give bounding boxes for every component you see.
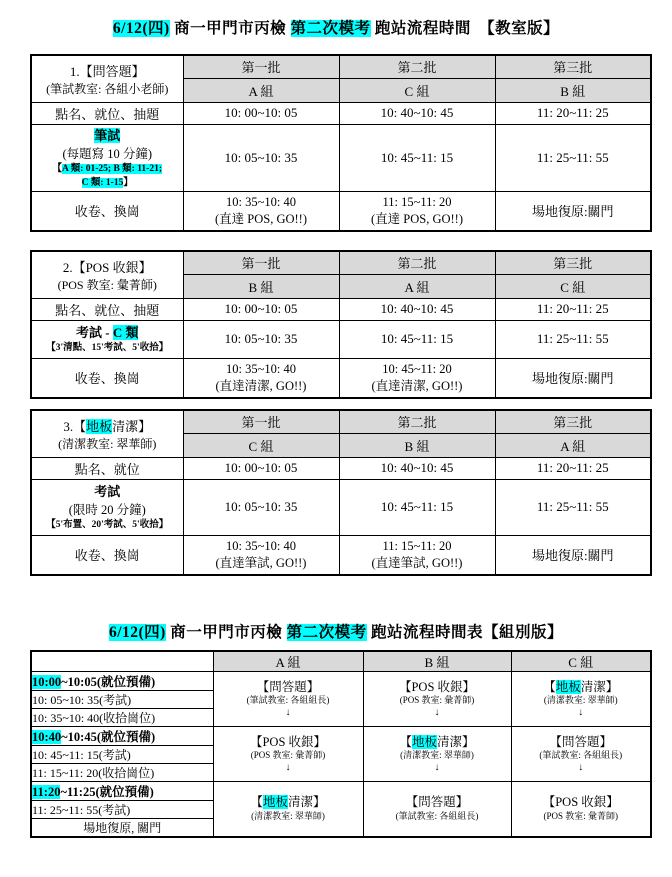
block-title — [214, 680, 363, 696]
time-cell: 10: 45~11: 15 — [339, 320, 495, 358]
down-arrow-icon: ↓ — [434, 707, 440, 719]
block-room: (清潔教室: 翠華師) — [543, 695, 618, 706]
schedule-block-c1 — [511, 672, 651, 727]
title-tail: 跑站流程時間 【教室版】 — [370, 20, 560, 37]
station-clean-title-hl: 地板 — [86, 418, 113, 434]
block-title-hl: 地板 — [411, 734, 437, 749]
collect-cell — [339, 535, 495, 575]
group-header: C 組 — [495, 274, 651, 298]
schedule-block-b1 — [363, 672, 511, 727]
exam-label-cell — [31, 320, 183, 358]
exam-label-cell — [31, 124, 183, 191]
block-room: (清潔教室: 翠華師) — [251, 810, 325, 821]
batch-header: 第一批 — [183, 410, 339, 433]
schedule-group-header: C 組 — [511, 651, 651, 672]
exam-note: 【5'布置、20'考試、5'收拾】 — [46, 520, 169, 531]
exam-main-pre: 考試 — [94, 484, 121, 500]
schedule-site-restore-row: 場地復原, 關門 — [31, 819, 213, 838]
time-cell: 11: 20~11: 25 — [495, 457, 651, 479]
station-pos-title — [33, 257, 182, 276]
roll-call-label: 點名、就位 — [31, 457, 183, 479]
group-header: C 組 — [339, 78, 495, 102]
schedule-time-row: 10: 05~10: 35(考試) — [31, 691, 213, 709]
block-title-pre: 【POS 收銀】 — [542, 795, 619, 810]
station-pos-header-cell — [31, 251, 183, 298]
station-pos-room: (POS 教室: 彙菁師) — [57, 277, 157, 292]
page-title-group-version — [0, 620, 672, 642]
collect-time: 11: 15~11: 20 — [382, 538, 452, 553]
roll-call-label: 點名、就位、抽題 — [31, 298, 183, 320]
block-title-post: 清潔】 — [288, 795, 326, 810]
collect-note: (直達筆試, GO!!) — [371, 555, 463, 570]
title-class-name: 商一甲門市丙檢 — [165, 624, 287, 641]
collect-cell — [339, 191, 495, 231]
exam-sub-label: (限時 20 分鐘) — [68, 503, 146, 518]
exam-note: 【3'清點、15'考試、5'收拾】 — [46, 343, 169, 354]
block-title-pre: 【問答題】 — [549, 734, 612, 749]
collect-note: (直達筆試, GO!!) — [215, 555, 307, 570]
collect-cell — [183, 191, 339, 231]
batch-header: 第一批 — [183, 251, 339, 274]
collect-note: (直達清潔, GO!!) — [215, 378, 307, 393]
station-clean-room: (清潔教室: 翠華師) — [58, 436, 157, 451]
group-header: A 組 — [183, 78, 339, 102]
site-restore-cell: 場地復原:關門 — [495, 535, 651, 575]
block-title-pre: 【問答題】 — [405, 795, 469, 810]
station-qa-title-pre: 1.【問答題】 — [69, 63, 145, 79]
station-clean-title-pre: 3.【 — [63, 418, 87, 434]
collect-cell — [339, 358, 495, 398]
exam-main-pre: 考試 - — [76, 325, 113, 341]
schedule-block-a1 — [213, 672, 363, 727]
time-cell: 10: 45~11: 15 — [339, 124, 495, 191]
exam-note-hl-1: A 類: 01-25; B 類: 11-21; — [62, 163, 163, 174]
schedule-group-header: B 組 — [363, 651, 511, 672]
roll-call-label: 點名、就位、抽題 — [31, 102, 183, 124]
schedule-block-b2 — [363, 727, 511, 782]
group-header: B 組 — [339, 433, 495, 457]
time-cell: 11: 25~11: 55 — [495, 320, 651, 358]
down-arrow-icon: ↓ — [285, 707, 291, 719]
exam-note-bracket-open: 【 — [52, 163, 62, 174]
station-clean-title — [33, 416, 182, 435]
exam-sub-label: (每題寫 10 分鐘) — [62, 146, 153, 161]
exam-main-hl: 筆試 — [94, 127, 121, 143]
block-title-pre: 【問答題】 — [256, 679, 320, 694]
schedule-group-header: A 組 — [213, 651, 363, 672]
time-cell: 10: 00~10: 05 — [183, 457, 339, 479]
collect-label: 收卷、換崗 — [31, 191, 183, 231]
group-header: C 組 — [183, 433, 339, 457]
time-cell: 11: 25~11: 55 — [495, 124, 651, 191]
block-title — [364, 680, 511, 696]
down-arrow-icon: ↓ — [578, 707, 584, 719]
batch-header: 第三批 — [495, 410, 651, 433]
time-cell: 10: 05~10: 35 — [183, 320, 339, 358]
block-title-pre: 【POS 收銀】 — [249, 734, 327, 749]
time-cell: 11: 20~11: 25 — [495, 102, 651, 124]
exam-note-bracket-close: 】 — [123, 178, 133, 188]
time-rest: ~10:05(就位預備) — [61, 675, 156, 689]
block-title-pre: 【 — [543, 679, 556, 694]
group-header: B 組 — [183, 274, 339, 298]
exam-label-cell — [31, 479, 183, 535]
block-title — [512, 795, 651, 811]
time-rest: ~11:25(就位預備) — [60, 785, 154, 799]
time-cell: 10: 00~10: 05 — [183, 102, 339, 124]
block-room: (POS 教室: 彙菁師) — [250, 750, 326, 761]
schedule-block-a3 — [213, 782, 363, 838]
block-title — [512, 735, 651, 751]
block-room: (清潔教室: 翠華師) — [400, 750, 474, 761]
station-qa-room: (筆試教室: 各組小老師) — [46, 81, 169, 96]
schedule-time-row — [31, 782, 213, 801]
time-cell: 11: 25~11: 55 — [495, 479, 651, 535]
exam-main-hl: C 類 — [112, 325, 139, 341]
collect-time: 11: 15~11: 20 — [382, 194, 452, 209]
group-header: B 組 — [495, 78, 651, 102]
schedule-block-c2 — [511, 727, 651, 782]
schedule-time-row: 11: 25~11: 55(考試) — [31, 801, 213, 819]
schedule-corner-cell — [31, 651, 213, 672]
title-exam-highlight: 第二次模考 — [290, 20, 371, 37]
collect-note: (直達 POS, GO!!) — [214, 211, 307, 226]
block-title-pre: 【 — [399, 734, 412, 749]
block-title — [512, 680, 651, 696]
collect-time: 10: 35~10: 40 — [226, 361, 296, 376]
site-restore-cell: 場地復原:關門 — [495, 191, 651, 231]
block-room: (筆試教室: 各組組長) — [246, 695, 330, 706]
block-title — [214, 735, 363, 751]
batch-header: 第二批 — [339, 410, 495, 433]
title-tail: 跑站流程時間表【組別版】 — [366, 624, 564, 641]
schedule-block-a2 — [213, 727, 363, 782]
time-rest: ~10:45(就位預備) — [61, 730, 156, 744]
batch-header: 第三批 — [495, 251, 651, 274]
title-class-name: 商一甲門市丙檢 — [169, 20, 291, 37]
block-room: (筆試教室: 各組組長) — [395, 810, 479, 821]
schedule-block-b3 — [363, 782, 511, 838]
block-title-post: 清潔】 — [437, 734, 475, 749]
down-arrow-icon: ↓ — [578, 762, 584, 774]
collect-label: 收卷、換崗 — [31, 535, 183, 575]
title-date-highlight: 6/12(四) — [112, 20, 170, 37]
station-table-qa — [30, 54, 652, 232]
schedule-time-row: 11: 15~11: 20(收拾崗位) — [31, 764, 213, 782]
station-qa-title — [33, 61, 182, 80]
time-cell: 10: 40~10: 45 — [339, 102, 495, 124]
block-title-pre: 【POS 收銀】 — [398, 679, 476, 694]
exam-main-label — [33, 481, 182, 500]
station-pos-title-pre: 2.【POS 收銀】 — [62, 259, 152, 275]
block-title-hl: 地板 — [262, 795, 288, 810]
time-cell: 10: 40~10: 45 — [339, 457, 495, 479]
page-title-classroom-version — [0, 16, 672, 38]
down-arrow-icon: ↓ — [285, 762, 291, 774]
schedule-time-row — [31, 672, 213, 691]
exam-note — [33, 162, 182, 191]
collect-time: 10: 35~10: 40 — [226, 194, 296, 209]
collect-note: (直達清潔, GO!!) — [371, 378, 463, 393]
station-table-pos — [30, 250, 652, 399]
collect-time: 10: 35~10: 40 — [226, 538, 296, 553]
time-cell: 10: 05~10: 35 — [183, 479, 339, 535]
collect-cell — [183, 535, 339, 575]
exam-main-label — [33, 125, 182, 144]
collect-cell — [183, 358, 339, 398]
schedule-time-row — [31, 727, 213, 746]
down-arrow-icon: ↓ — [434, 762, 440, 774]
collect-time: 10: 45~11: 20 — [382, 361, 452, 376]
station-table-cleaning — [30, 409, 652, 576]
block-title — [364, 735, 511, 751]
time-highlight: 10:00 — [32, 675, 62, 689]
time-cell: 10: 00~10: 05 — [183, 298, 339, 320]
group-header: A 組 — [495, 433, 651, 457]
station-clean-title-post: 清潔】 — [112, 418, 152, 434]
time-cell: 10: 45~11: 15 — [339, 479, 495, 535]
block-room: (POS 教室: 彙菁師) — [399, 695, 475, 706]
block-title-post: 清潔】 — [580, 679, 619, 694]
block-room: (POS 教室: 彙菁師) — [543, 810, 618, 821]
batch-header: 第二批 — [339, 251, 495, 274]
exam-main-label — [33, 322, 182, 341]
group-header: A 組 — [339, 274, 495, 298]
title-date-highlight: 6/12(四) — [108, 624, 166, 641]
collect-note: (直達 POS, GO!!) — [370, 211, 463, 226]
block-title-pre: 【 — [250, 795, 263, 810]
schedule-time-row: 10: 45~11: 15(考試) — [31, 746, 213, 764]
station-qa-header-cell — [31, 55, 183, 102]
schedule-time-row: 10: 35~10: 40(收拾崗位) — [31, 709, 213, 727]
time-highlight: 10:40 — [32, 730, 62, 744]
block-title — [364, 795, 511, 811]
batch-header: 第二批 — [339, 55, 495, 78]
time-cell: 10: 40~10: 45 — [339, 298, 495, 320]
time-cell: 11: 20~11: 25 — [495, 298, 651, 320]
collect-label: 收卷、換崗 — [31, 358, 183, 398]
batch-header: 第一批 — [183, 55, 339, 78]
group-schedule-table — [30, 650, 652, 838]
station-clean-header-cell — [31, 410, 183, 457]
block-title — [214, 795, 363, 811]
batch-header: 第三批 — [495, 55, 651, 78]
time-cell: 10: 05~10: 35 — [183, 124, 339, 191]
time-highlight: 11:20 — [32, 785, 61, 799]
exam-note-hl-2: C 類: 1-15 — [81, 178, 124, 188]
block-room: (筆試教室: 各組組長) — [539, 750, 623, 761]
schedule-block-c3 — [511, 782, 651, 838]
site-restore-cell: 場地復原:關門 — [495, 358, 651, 398]
block-title-hl: 地板 — [555, 679, 581, 694]
title-exam-highlight: 第二次模考 — [286, 624, 367, 641]
